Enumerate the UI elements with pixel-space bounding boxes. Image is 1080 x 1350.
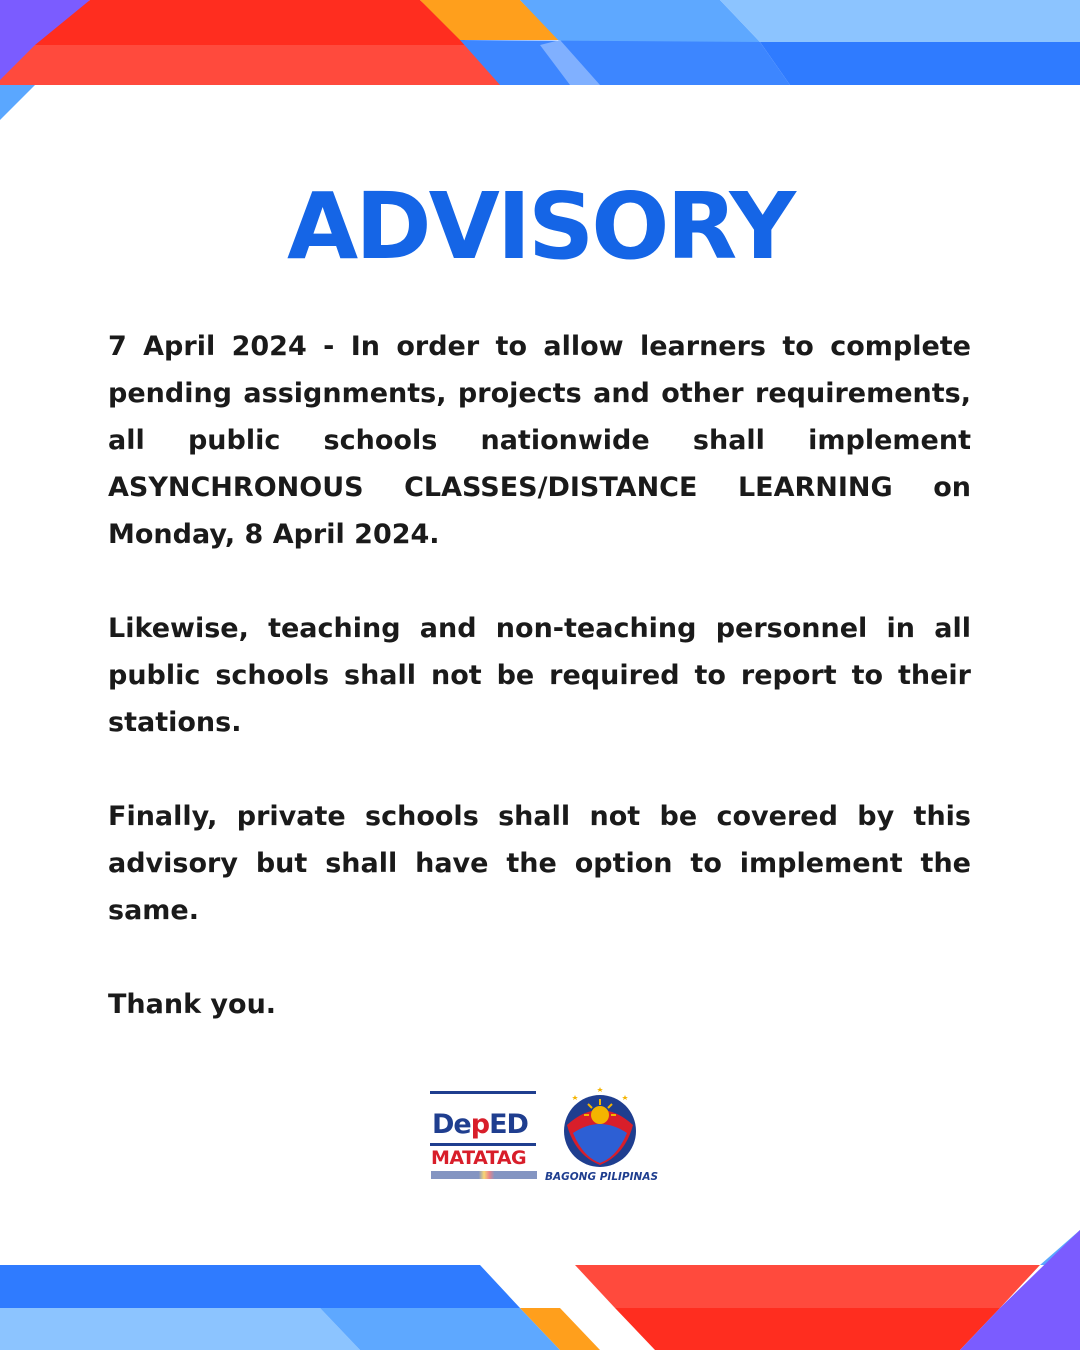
top-decorative-banner [0,0,1080,130]
torch-icon: p [470,1109,490,1140]
deped-top-rule [430,1091,536,1094]
bagong-pilipinas-logo [545,1085,659,1195]
deped-matatag-logo [430,1091,538,1187]
paragraph-closing: Thank you. [108,989,277,1020]
paragraph-announcement: 7 April 2024 - In order to allow learners to complete pending assignments, projects and other requirements, all public schools nationwide shall implement ASYNCHRONOUS CLASSES/DISTANCE LEARNING on Monday, 8 April 2024. [108,331,971,550]
deped-wordmark: DepED [432,1109,528,1140]
advisory-title: ADVISORY [287,173,793,280]
bagong-pilipinas-label: BAGONG PILIPINAS [545,1171,659,1183]
paragraph-personnel: Likewise, teaching and non-teaching personnel in all public schools shall not be required to report to their stations. [108,613,971,738]
bagong-pilipinas-emblem-icon [545,1085,655,1171]
advisory-body [108,323,971,1028]
matatag-tagline-strip [431,1171,537,1179]
bottom-decorative-banner [0,1220,1080,1350]
logo-group [430,1085,660,1195]
deped-mid-rule [430,1143,536,1146]
paragraph-private-schools: Finally, private schools shall not be covered by this advisory but shall have the option to implement the same. [108,801,971,926]
matatag-wordmark: MATATAG [431,1147,527,1169]
